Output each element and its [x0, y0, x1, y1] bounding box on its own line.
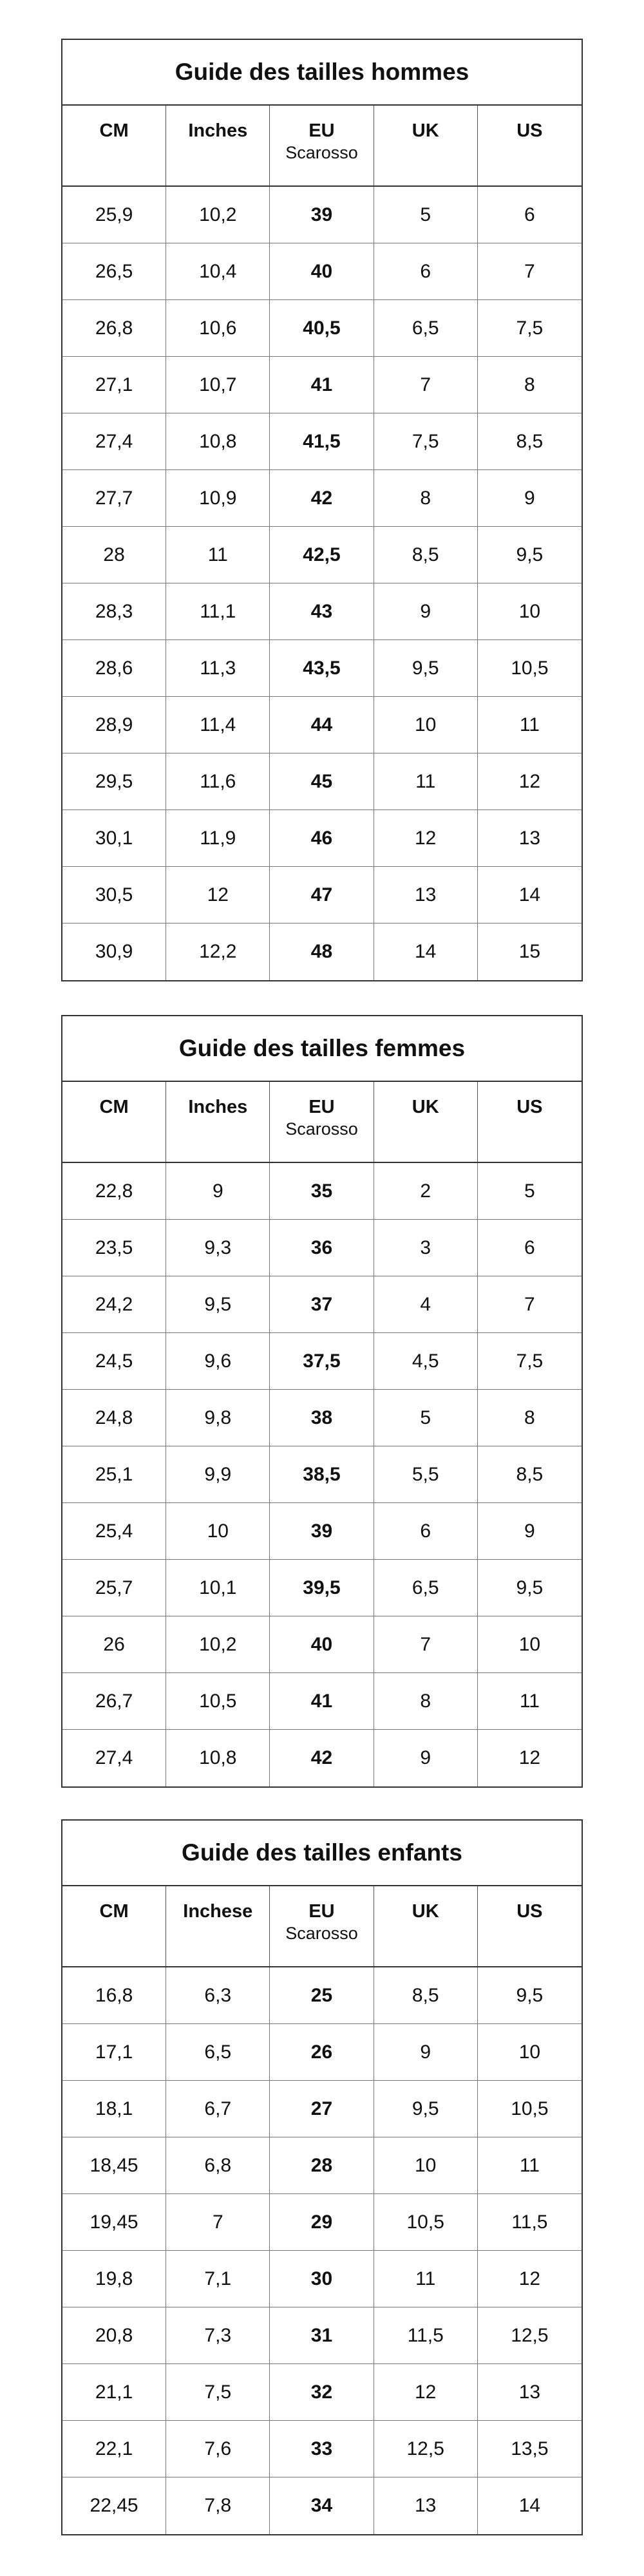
cell-cm: 27,7 [62, 470, 166, 526]
cell-inches: 10,5 [166, 1673, 270, 1729]
column-header-sublabel: Scarosso [285, 1924, 358, 1943]
cell-inches: 10 [166, 1503, 270, 1559]
table-row [62, 2024, 582, 2081]
cell-cm: 24,8 [62, 1390, 166, 1446]
cell-inches: 10,2 [166, 1616, 270, 1672]
cell-inches: 10,8 [166, 413, 270, 469]
cell-cm: 29,5 [62, 753, 166, 810]
table-row [62, 1967, 582, 2024]
table-title: Guide des tailles hommes [62, 40, 582, 106]
cell-cm: 27,4 [62, 413, 166, 469]
cell-inches: 9 [166, 1163, 270, 1219]
cell-inches: 11,9 [166, 810, 270, 866]
cell-inches: 6,8 [166, 2137, 270, 2193]
cell-cm: 27,1 [62, 357, 166, 413]
table-row [62, 1446, 582, 1503]
table-row [62, 2137, 582, 2194]
column-header-inches [166, 106, 270, 185]
cell-eu: 46 [270, 810, 374, 866]
column-header-uk [374, 106, 478, 185]
cell-cm: 19,8 [62, 2251, 166, 2307]
cell-uk: 8,5 [374, 527, 478, 583]
cell-inches: 10,8 [166, 1730, 270, 1786]
cell-eu: 38,5 [270, 1446, 374, 1502]
table-row [62, 867, 582, 923]
size-table-men [61, 39, 583, 981]
cell-us: 12 [518, 770, 541, 792]
cell-eu: 29 [270, 2194, 374, 2250]
column-header-label: CM [99, 120, 129, 141]
cell-cm: 24,2 [62, 1276, 166, 1332]
column-header-us [478, 1082, 582, 1162]
cell-inches: 6,7 [166, 2081, 270, 2137]
cell-inches: 6,3 [166, 1967, 270, 2023]
cell-us: 7 [524, 1293, 535, 1315]
cell-us: 9 [524, 487, 535, 509]
cell-us: 8 [524, 1406, 535, 1428]
column-header-label: UK [412, 1901, 439, 1922]
cell-eu: 33 [270, 2421, 374, 2477]
column-header-sublabel: Scarosso [285, 143, 358, 162]
table-row [62, 2364, 582, 2421]
cell-eu: 30 [270, 2251, 374, 2307]
cell-inches: 10,4 [166, 243, 270, 299]
cell-eu: 32 [270, 2364, 374, 2420]
cell-inches: 11,6 [166, 753, 270, 810]
cell-cm: 25,9 [62, 187, 166, 243]
header-row [62, 1082, 582, 1163]
cell-cm: 16,8 [62, 1967, 166, 2023]
column-header-cm [62, 1886, 166, 1966]
cell-uk: 8,5 [374, 1967, 478, 2023]
cell-cm: 25,7 [62, 1560, 166, 1616]
column-header-label: UK [412, 120, 439, 141]
cell-eu: 43,5 [270, 640, 374, 696]
cell-cm: 22,1 [62, 2421, 166, 2477]
cell-uk: 13 [374, 2477, 478, 2534]
cell-us: 11 [519, 1690, 540, 1712]
cell-inches: 10,7 [166, 357, 270, 413]
cell-us: 8 [524, 374, 535, 395]
cell-us: 9,5 [516, 544, 544, 565]
table-row [62, 1673, 582, 1730]
cell-inches: 10,9 [166, 470, 270, 526]
cell-uk: 13 [374, 867, 478, 923]
column-header-label: EU [308, 1901, 335, 1922]
cell-uk: 8 [374, 470, 478, 526]
column-header-label: EU [308, 120, 335, 141]
cell-inches: 7,3 [166, 2307, 270, 2363]
column-header-label: Inches [188, 1097, 248, 1117]
cell-us: 14 [518, 884, 541, 905]
column-header-eu [270, 106, 374, 185]
table-row [62, 1616, 582, 1673]
table-row [62, 1390, 582, 1446]
column-header-us [478, 1886, 582, 1966]
cell-inches: 9,9 [166, 1446, 270, 1502]
column-header-inches [166, 1082, 270, 1162]
cell-cm: 17,1 [62, 2024, 166, 2080]
cell-inches: 11,1 [166, 583, 270, 639]
cell-eu: 48 [270, 923, 374, 980]
cell-eu: 41 [270, 1673, 374, 1729]
cell-inches: 7,6 [166, 2421, 270, 2477]
column-header-label: EU [308, 1097, 335, 1117]
cell-uk: 2 [374, 1163, 478, 1219]
cell-cm: 26,7 [62, 1673, 166, 1729]
cell-eu: 42 [270, 1730, 374, 1786]
cell-inches: 9,3 [166, 1220, 270, 1276]
cell-cm: 22,45 [62, 2477, 166, 2534]
cell-cm: 22,8 [62, 1163, 166, 1219]
cell-cm: 28,6 [62, 640, 166, 696]
cell-eu: 47 [270, 867, 374, 923]
cell-us: 12 [518, 1747, 541, 1768]
cell-eu: 31 [270, 2307, 374, 2363]
cell-eu: 41,5 [270, 413, 374, 469]
cell-us: 6 [524, 1236, 535, 1258]
cell-us: 13 [518, 827, 541, 849]
table-row [62, 2477, 582, 2534]
cell-us: 7 [524, 260, 535, 282]
cell-cm: 26 [62, 1616, 166, 1672]
cell-eu: 39 [270, 187, 374, 243]
cell-eu: 40 [270, 1616, 374, 1672]
cell-us: 9 [524, 1520, 535, 1542]
cell-uk: 12,5 [374, 2421, 478, 2477]
table-row [62, 243, 582, 300]
cell-uk: 9 [374, 583, 478, 639]
cell-us: 8,5 [516, 1463, 544, 1485]
cell-cm: 24,5 [62, 1333, 166, 1389]
column-header-inches [166, 1886, 270, 1966]
cell-eu: 26 [270, 2024, 374, 2080]
cell-uk: 10 [374, 697, 478, 753]
cell-us: 10 [518, 2041, 541, 2063]
cell-inches: 11,3 [166, 640, 270, 696]
cell-uk: 4,5 [374, 1333, 478, 1389]
cell-eu: 37,5 [270, 1333, 374, 1389]
cell-cm: 25,4 [62, 1503, 166, 1559]
cell-inches: 10,2 [166, 187, 270, 243]
column-header-label: UK [412, 1097, 439, 1117]
table-row [62, 187, 582, 243]
table-row [62, 753, 582, 810]
table-row [62, 923, 582, 980]
cell-uk: 12 [374, 2364, 478, 2420]
cell-uk: 9,5 [374, 640, 478, 696]
cell-uk: 8 [374, 1673, 478, 1729]
cell-eu: 38 [270, 1390, 374, 1446]
size-table-women [61, 1015, 583, 1788]
table-row [62, 583, 582, 640]
cell-eu: 40,5 [270, 300, 374, 356]
cell-eu: 35 [270, 1163, 374, 1219]
table-row [62, 527, 582, 583]
cell-uk: 6 [374, 1503, 478, 1559]
cell-inches: 9,5 [166, 1276, 270, 1332]
cell-us: 10 [518, 600, 541, 622]
cell-uk: 9 [374, 1730, 478, 1786]
cell-cm: 18,45 [62, 2137, 166, 2193]
cell-uk: 7 [374, 1616, 478, 1672]
cell-cm: 20,8 [62, 2307, 166, 2363]
cell-cm: 28 [62, 527, 166, 583]
cell-uk: 12 [374, 810, 478, 866]
cell-cm: 26,5 [62, 243, 166, 299]
cell-uk: 6,5 [374, 300, 478, 356]
cell-us: 9,5 [516, 1577, 544, 1598]
cell-cm: 18,1 [62, 2081, 166, 2137]
cell-cm: 30,5 [62, 867, 166, 923]
cell-uk: 11,5 [374, 2307, 478, 2363]
column-header-label: US [516, 1901, 543, 1922]
cell-cm: 28,9 [62, 697, 166, 753]
cell-uk: 11 [374, 753, 478, 810]
cell-eu: 28 [270, 2137, 374, 2193]
cell-uk: 10 [374, 2137, 478, 2193]
table-row [62, 1276, 582, 1333]
cell-eu: 41 [270, 357, 374, 413]
column-header-uk [374, 1082, 478, 1162]
cell-uk: 5 [374, 1390, 478, 1446]
size-table-kids [61, 1819, 583, 2535]
table-row [62, 413, 582, 470]
cell-us: 9,5 [516, 1984, 544, 2006]
column-header-cm [62, 106, 166, 185]
column-header-label: CM [99, 1901, 129, 1922]
cell-inches: 12 [166, 867, 270, 923]
cell-inches: 11 [166, 527, 270, 583]
cell-inches: 11,4 [166, 697, 270, 753]
cell-inches: 9,6 [166, 1333, 270, 1389]
table-row [62, 2081, 582, 2137]
cell-inches: 10,1 [166, 1560, 270, 1616]
cell-uk: 14 [374, 923, 478, 980]
cell-eu: 37 [270, 1276, 374, 1332]
cell-eu: 44 [270, 697, 374, 753]
cell-eu: 27 [270, 2081, 374, 2137]
table-row [62, 2194, 582, 2251]
cell-us: 15 [518, 941, 541, 962]
column-header-sublabel: Scarosso [285, 1119, 358, 1139]
cell-us: 12,5 [511, 2324, 549, 2346]
cell-us: 11,5 [511, 2211, 548, 2233]
cell-cm: 25,1 [62, 1446, 166, 1502]
table-row [62, 1503, 582, 1560]
cell-uk: 6 [374, 243, 478, 299]
cell-cm: 23,5 [62, 1220, 166, 1276]
cell-eu: 42,5 [270, 527, 374, 583]
cell-inches: 7,1 [166, 2251, 270, 2307]
header-row [62, 106, 582, 187]
cell-eu: 39,5 [270, 1560, 374, 1616]
cell-us: 10 [518, 1633, 541, 1655]
cell-uk: 9,5 [374, 2081, 478, 2137]
table-row [62, 357, 582, 413]
cell-inches: 9,8 [166, 1390, 270, 1446]
cell-uk: 7,5 [374, 413, 478, 469]
table-row [62, 1163, 582, 1220]
header-row [62, 1886, 582, 1967]
cell-inches: 6,5 [166, 2024, 270, 2080]
cell-uk: 11 [374, 2251, 478, 2307]
column-header-label: US [516, 1097, 543, 1117]
cell-inches: 7,5 [166, 2364, 270, 2420]
column-header-eu [270, 1886, 374, 1966]
table-title: Guide des tailles enfants [62, 1821, 582, 1886]
cell-cm: 30,9 [62, 923, 166, 980]
cell-cm: 21,1 [62, 2364, 166, 2420]
table-row [62, 2307, 582, 2364]
cell-inches: 7 [166, 2194, 270, 2250]
cell-us: 8,5 [516, 430, 544, 452]
cell-eu: 39 [270, 1503, 374, 1559]
table-row [62, 1333, 582, 1390]
cell-us: 7,5 [516, 317, 544, 339]
table-row [62, 1220, 582, 1276]
table-row [62, 2421, 582, 2477]
cell-us: 13,5 [511, 2438, 549, 2459]
table-row [62, 2251, 582, 2307]
column-header-eu [270, 1082, 374, 1162]
cell-uk: 7 [374, 357, 478, 413]
cell-us: 6 [524, 204, 535, 225]
cell-us: 14 [518, 2495, 541, 2516]
cell-eu: 36 [270, 1220, 374, 1276]
column-header-label: US [516, 120, 543, 141]
column-header-label: CM [99, 1097, 129, 1117]
cell-inches: 10,6 [166, 300, 270, 356]
cell-eu: 45 [270, 753, 374, 810]
cell-eu: 43 [270, 583, 374, 639]
column-header-label: Inches [188, 120, 248, 141]
cell-eu: 42 [270, 470, 374, 526]
cell-us: 11 [519, 714, 540, 735]
table-row [62, 1730, 582, 1786]
cell-cm: 26,8 [62, 300, 166, 356]
column-header-label: Inchese [183, 1901, 253, 1922]
cell-us: 5 [524, 1180, 535, 1202]
cell-eu: 34 [270, 2477, 374, 2534]
cell-uk: 4 [374, 1276, 478, 1332]
table-row [62, 640, 582, 697]
table-row [62, 470, 582, 527]
cell-cm: 28,3 [62, 583, 166, 639]
column-header-cm [62, 1082, 166, 1162]
cell-uk: 5,5 [374, 1446, 478, 1502]
cell-uk: 9 [374, 2024, 478, 2080]
cell-uk: 6,5 [374, 1560, 478, 1616]
cell-us: 7,5 [516, 1350, 544, 1372]
table-title: Guide des tailles femmes [62, 1016, 582, 1082]
cell-inches: 12,2 [166, 923, 270, 980]
column-header-us [478, 106, 582, 185]
table-row [62, 1560, 582, 1616]
cell-eu: 40 [270, 243, 374, 299]
column-header-uk [374, 1886, 478, 1966]
table-row [62, 810, 582, 867]
cell-cm: 19,45 [62, 2194, 166, 2250]
cell-us: 12 [518, 2268, 541, 2289]
cell-eu: 25 [270, 1967, 374, 2023]
cell-cm: 30,1 [62, 810, 166, 866]
table-row [62, 300, 582, 357]
cell-uk: 10,5 [374, 2194, 478, 2250]
cell-uk: 3 [374, 1220, 478, 1276]
cell-us: 10,5 [511, 2098, 549, 2119]
cell-inches: 7,8 [166, 2477, 270, 2534]
cell-uk: 5 [374, 187, 478, 243]
cell-us: 13 [518, 2381, 541, 2403]
cell-cm: 27,4 [62, 1730, 166, 1786]
cell-us: 10,5 [511, 657, 549, 679]
cell-us: 11 [519, 2154, 540, 2176]
table-row [62, 697, 582, 753]
